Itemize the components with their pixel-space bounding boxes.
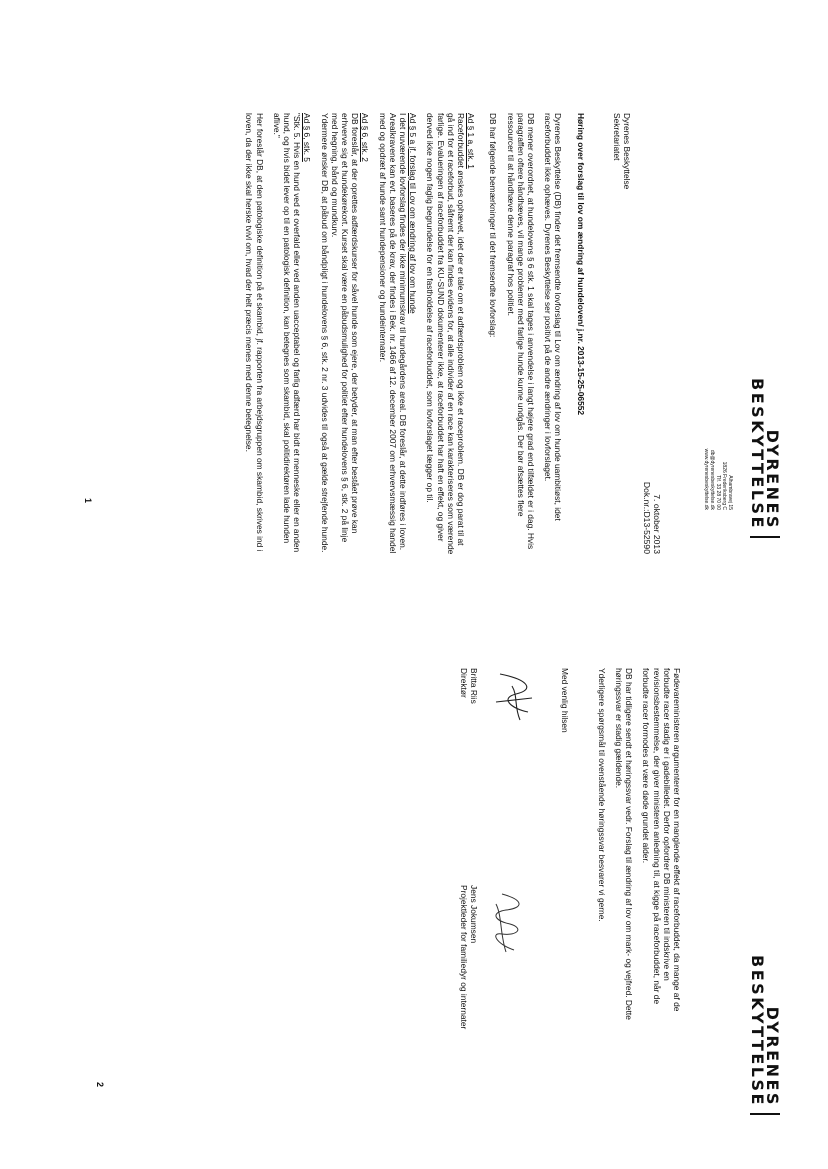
address-line: www.dyrenesbeskyttelse.dk bbox=[703, 448, 709, 510]
date-block bbox=[642, 454, 662, 554]
signature-jens-jokumsen bbox=[482, 890, 532, 956]
section-title: Ad § 1 a, stk. 1 bbox=[466, 113, 477, 169]
section-body: Raceforbuddet ønskes ophævet, idet der er tale om et adfærdsproblem og ikke et raceproblem. DB er dog parat til at gå ind for et raceforbud, såfremt der kan findes evidens for, at alle individer af en race kan karakteriseres som værende farlige. Evalueringen af raceforbuddet fra KU-SUND dokumenterer ikke, at raceforbuddet har haft en effekt, og giver derved ikke nogen faglig begrundelse for en fastholdelse af raceforbuddet, som lovforslaget lægger op til. bbox=[425, 113, 466, 555]
signer-title: Direktør bbox=[459, 668, 469, 698]
section bbox=[272, 113, 313, 557]
signer-jens bbox=[459, 885, 479, 1065]
section-title: Ad § 5 a jf. forslag til Lov om ændring af lov om hunde bbox=[408, 113, 419, 314]
section bbox=[425, 113, 476, 557]
section-body: DB foreslår, at der oprettes adfærdskurser for såvel hunde som ejere, der betyder, at man efter bestået prøve kan erhverve sig et hundekørekort. Kurset skal være en påbudsmulighed for politiet efter hundelovens § 6, stk. 2 på linje med hegning, bånd og mundkurv. bbox=[329, 113, 361, 543]
address-line: db@dyrenesbeskyttelse.dk bbox=[709, 449, 715, 510]
logo-line2: BESKYTTELSE bbox=[748, 955, 767, 1107]
page2-body bbox=[590, 668, 682, 1028]
section bbox=[319, 113, 370, 557]
signer-name: Jens Jokumsen bbox=[469, 885, 479, 944]
section-extra: Her foreslår DB, at den patologiske definition på et skambid, jf. rapporten fra arbejdsgruppen om skambid, skrives ind i loven, da der ikke skal herske tvivl om, hvad der helt præcis menes med denne betegnelse. bbox=[244, 113, 265, 552]
sender-block bbox=[612, 113, 632, 557]
body-paragraph: Yderligere spørgsmål til ovenstående høringssvar besvarer vi gerne. bbox=[596, 668, 607, 922]
sender-line: Sekretariatet bbox=[611, 113, 622, 161]
address-block bbox=[703, 400, 733, 510]
logo-line1: DYRENES bbox=[763, 1006, 782, 1107]
sender-line: Dyrenes Beskyttelse bbox=[622, 113, 632, 190]
closing-text: Med venlig hilsen bbox=[560, 668, 570, 733]
intro-paragraph: DB mener overordnet, at hundelovens § 6 stk. 1 skal tages i anvendelse i langt højere grad end tilfældet er i dag. Hvis paragraffen oftere håndhæves, vil mange problemer med farlige hunde kunne undgås. Der bør afsættes flere ressourcer til at håndhæve denne paragraf hos politiet. bbox=[505, 113, 536, 550]
section-extra: Ydermere ønsker DB, at påbud om båndpligt i hundelovens § 6, stk. 2 nr. 3 udvides til også at gælde strejfende hunde. bbox=[319, 113, 330, 553]
address-line: Alhambravej 15 bbox=[727, 475, 733, 510]
intro-paragraph: Dyrenes Beskyttelse (DB) finder det fremsendte lovforslag til Lov om ændring af lov om hunde uambitiøst, idet raceforbuddet ikke ophæves. Dyrenes Beskyttelse ser positivt på de andre ændringer i lovforslaget. bbox=[543, 113, 564, 521]
letter-date: 7. oktober 2013 bbox=[652, 494, 662, 554]
body-paragraph: DB har tidligere sendt et høringssvar vedr. Forslag til ændring af lov om mark- og vejfred. Dette høringssvar er stadig gældende. bbox=[613, 668, 635, 1020]
address-line: Tlf. 33 28 70 00 bbox=[715, 475, 721, 510]
section bbox=[377, 113, 418, 557]
section-title: Ad § 6, stk. 5 bbox=[302, 113, 313, 162]
logo-page1 bbox=[750, 378, 780, 544]
signer-britta bbox=[459, 668, 479, 788]
signature-britta-riis bbox=[490, 668, 540, 728]
page-number: 1 bbox=[83, 498, 93, 504]
page1-body bbox=[237, 113, 632, 557]
address-line: 1826 Frederiksberg C bbox=[721, 461, 727, 510]
logo-line2: BESKYTTELSE bbox=[748, 378, 767, 530]
signer-name: Britta Riis bbox=[469, 668, 479, 704]
logo-wordmark bbox=[750, 378, 780, 538]
section-title: Ad § 6, stk. 2 bbox=[360, 113, 371, 162]
logo-wordmark bbox=[750, 955, 780, 1115]
letter-heading: Høring over forslag til lov om ændring af hundeloven/ j.nr. 2013-15-25-06552 bbox=[575, 113, 586, 416]
intro-paragraph: DB har følgende bemærkninger til det fremsendte lovforslag: bbox=[488, 113, 499, 338]
signer-title: Projektleder for familiedyr og internater bbox=[459, 885, 469, 1030]
body-paragraph: Fødevareministeren argumenterer for en manglende effekt af raceforbuddet, da mange af de forbudte racer stadig er i gadebilledet. Derfor opfordrer DB ministeren til indskrive en revisionsbestemmelse, der giver ministeren anledning til, at kigge på raceforbuddet, når de forbudte racer formodes at være døde grundet alder. bbox=[641, 668, 682, 1012]
logo-line1: DYRENES bbox=[763, 429, 782, 530]
logo-page2 bbox=[750, 955, 780, 1121]
document-number: Dok.nr.:D13-52590 bbox=[642, 481, 652, 554]
section-body: "Stk. 5. Hvis en hund ved et overfald eller ved anden uacceptabel og farlig adfærd har bidt et menneske eller en anden hund, og hvis bidet lever op til en patologisk definition, kan betegnes som skambid, skal politidirektøren lade hunden aflive." bbox=[271, 113, 303, 553]
page-number: 2 bbox=[95, 1082, 105, 1088]
section-body: I det nuværende lovforslag findes der ikke minimumskrav til hundegårdens areal. DB foreslår, at dette indføres i loven. Arealkravene kan evt. baseres på de krav, der findes i Bek. nr. 1466 af 12. december 2007 om erhvervsmæssig handel med og opdræt af hunde samt hundepensioner og hundeinternater. bbox=[377, 113, 408, 554]
